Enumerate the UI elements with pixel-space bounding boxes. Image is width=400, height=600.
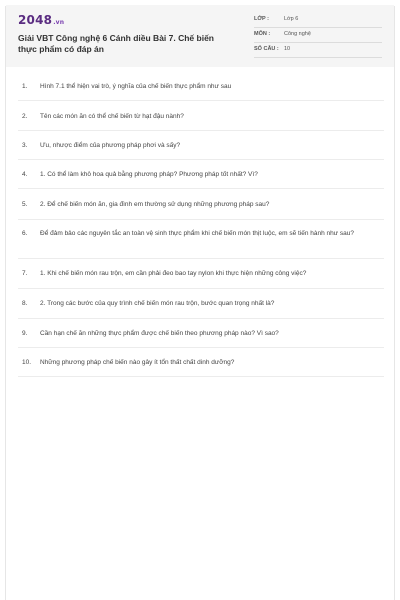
question-text: 2. Trong các bước của quy trình chế biến món rau trộn, bước quan trọng nhất là? [40,300,275,307]
divider [18,376,384,377]
divider [18,188,384,189]
divider [18,347,384,348]
meta-subject [254,29,382,43]
divider [18,159,384,160]
meta-class-label: LỚP : [254,16,269,22]
question-text: 1. Có thể làm khô hoa quả bằng phương pháp? Phương pháp tốt nhất? Vì? [40,171,258,178]
question-number: 5. [22,201,28,208]
meta-subject-value: Công nghệ [284,31,311,37]
question-text: Ưu, nhược điểm của phương pháp phơi và sấy? [40,142,181,149]
question-number: 1. [22,83,28,90]
question-number: 3. [22,142,28,149]
divider [18,288,384,289]
meta-question-count [254,44,382,58]
question-number: 4. [22,171,28,178]
divider [18,318,384,319]
question-number: 6. [22,230,28,237]
question-number: 8. [22,300,28,307]
question-text: Hình 7.1 thể hiện vai trò, ý nghĩa của chế biến thực phẩm như sau [40,83,232,90]
meta-class-value: Lớp 6 [284,16,299,22]
meta-class [254,14,382,28]
divider [18,258,384,259]
logo-suffix: .vn [53,19,65,26]
document-header [6,5,394,67]
question-text: Những phương pháp chế biến nào gây ít tổn thất chất dinh dưỡng? [40,359,235,366]
page-title: Giải VBT Công nghệ 6 Cánh diều Bài 7. Chế biến thực phẩm có đáp án [18,33,214,54]
meta-question-count-label: SỐ CÂU : [254,46,279,52]
question-number: 9. [22,330,28,337]
question-text: Tên các món ăn có thể chế biến từ hạt đậu nành? [40,113,184,120]
question-number: 7. [22,270,28,277]
question-text: 2. Để chế biến món ăn, gia đình em thường sử dụng những phương pháp sau? [40,201,270,208]
question-number: 2. [22,113,28,120]
divider [18,219,384,220]
meta-question-count-value: 10 [284,46,291,52]
question-text: Để đảm bảo các nguyên tắc an toàn vệ sinh thực phẩm khi chế biến món thịt luộc, em sẽ tiến hành như sau? [40,230,355,237]
meta-subject-label: MÔN : [254,31,271,37]
divider [18,100,384,101]
question-text: Cần hạn chế ăn những thực phẩm được chế biến theo phương pháp nào? Vì sao? [40,330,279,337]
question-text: 1. Khi chế biến món rau trộn, em cần phải đeo bao tay nylon khi thực hiện những công việc? [40,270,307,277]
divider [18,130,384,131]
site-logo[interactable] [18,13,64,27]
question-number: 10. [22,359,32,366]
logo-number: 2048 [18,13,53,27]
